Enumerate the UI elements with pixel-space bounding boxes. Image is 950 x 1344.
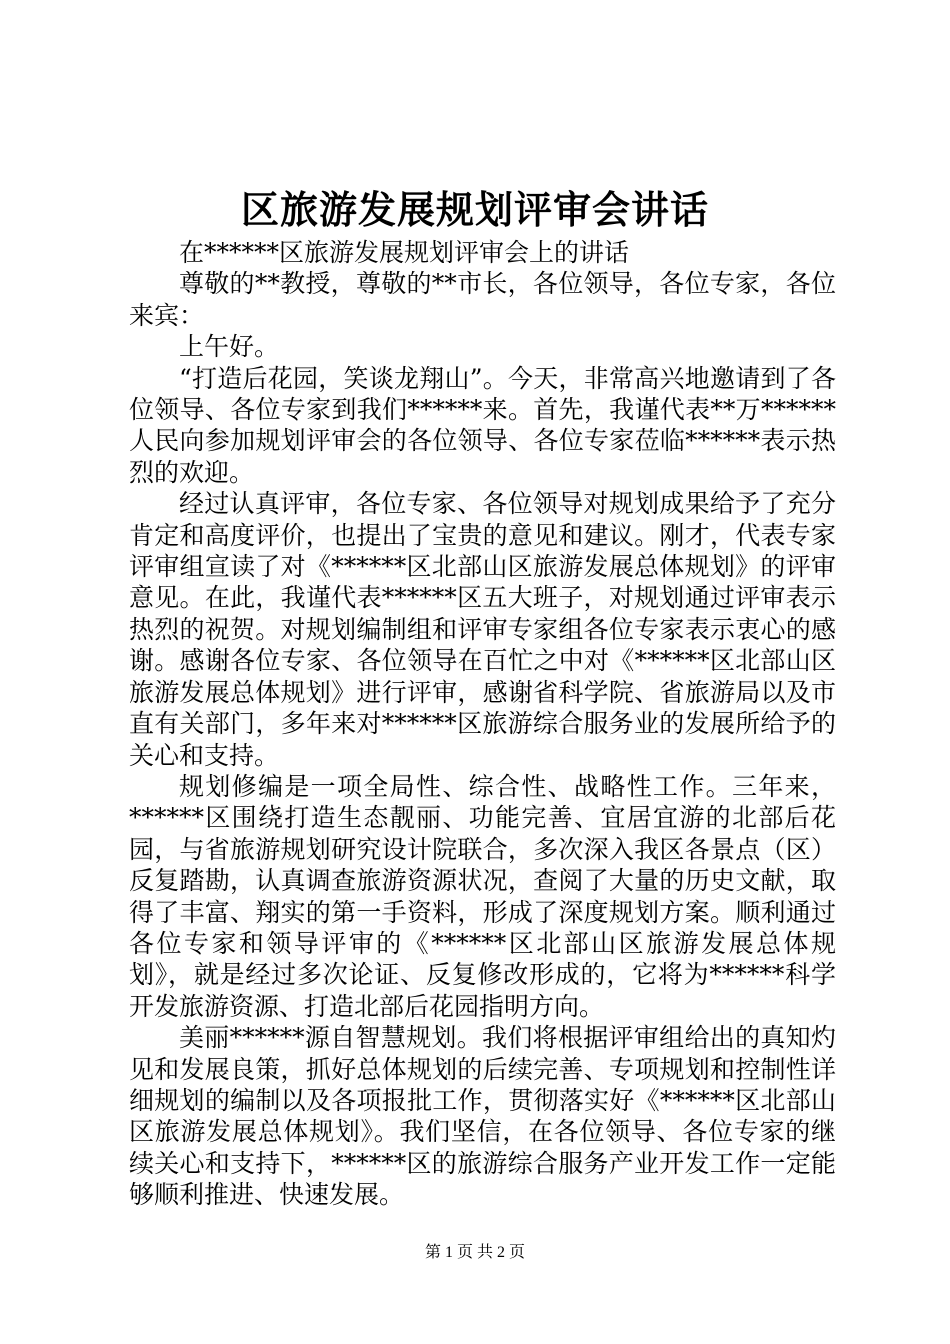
document-body xyxy=(129,237,836,1211)
paragraph-planning: 规划修编是一项全局性、综合性、战略性工作。三年来，******区围绕打造生态靓丽、功能完善、宜居宜游的北部后花园，与省旅游规划研究设计院联合，多次深入我区各景点（区）反复踏勘，认真调查旅游资源状况，查阅了大量的历史文献，取得了丰富、翔实的第一手资料，形成了深度规划方案。顺利通过各位专家和领导评审的《******区北部山区旅游发展总体规划》，就是经过多次论证、反复修改形成的，它将为******科学开发旅游资源、打造北部后花园指明方向。 xyxy=(129,771,836,1021)
paragraph-outlook: 美丽******源自智慧规划。我们将根据评审组给出的真知灼见和发展良策，抓好总体规划的后续完善、专项规划和控制性详细规划的编制以及各项报批工作，贯彻落实好《******区北部山区旅游发展总体规划》。我们坚信，在各位领导、各位专家的继续关心和支持下，******区的旅游综合服务产业开发工作一定能够顺利推进、快速发展。 xyxy=(129,1023,836,1210)
paragraph-salutation: 尊敬的**教授，尊敬的**市长，各位领导，各位专家，各位来宾： xyxy=(129,269,836,330)
paragraph-welcome: “打造后花园，笑谈龙翔山”。今天，非常高兴地邀请到了各位领导、各位专家到我们******来。首先，我谨代表**万******人民向参加规划评审会的各位领导、各位专家莅临******表示热烈的欢迎。 xyxy=(129,363,836,487)
paragraph-review: 经过认真评审，各位专家、各位领导对规划成果给予了充分肯定和高度评价，也提出了宝贵的意见和建议。刚才，代表专家评审组宣读了对《******区北部山区旅游发展总体规划》的评审意见。在此，我谨代表******区五大班子，对规划通过评审表示热烈的祝贺。对规划编制组和评审专家组各位专家表示衷心的感谢。感谢各位专家、各位领导在百忙之中对《******区北部山区旅游发展总体规划》进行评审，感谢省科学院、省旅游局以及市直有关部门，多年来对******区旅游综合服务业的发展所给予的关心和支持。 xyxy=(129,489,836,770)
page-footer: 第 1 页 共 2 页 xyxy=(424,1244,525,1261)
document-title: 区旅游发展规划评审会讲话 xyxy=(240,187,709,232)
paragraph-heading-line: 在******区旅游发展规划评审会上的讲话 xyxy=(179,238,630,267)
paragraph-greeting: 上午好。 xyxy=(179,332,280,362)
